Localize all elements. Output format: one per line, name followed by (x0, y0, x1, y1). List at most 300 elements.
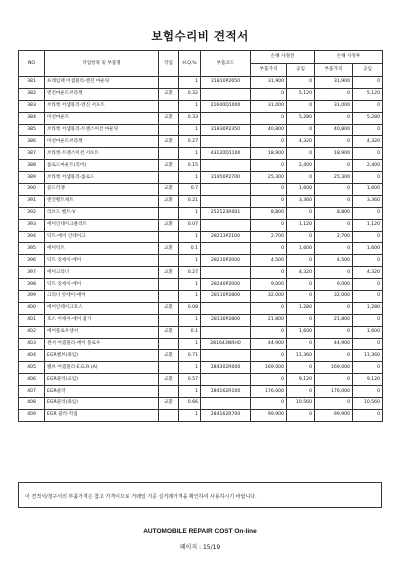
row-no: 395 (19, 243, 45, 255)
row-part-code (201, 350, 251, 362)
row-before-part-price: 0 (251, 195, 287, 207)
row-before-labor: 3,360 (287, 195, 315, 207)
row-item: 브라켓 어셈블리-트랜스미션 마운팅 (45, 124, 159, 136)
row-before-part-price: 31,000 (251, 100, 287, 112)
table-row (19, 326, 383, 338)
row-after-labor: 9,120 (353, 374, 383, 386)
row-work: 교환 (159, 195, 179, 207)
row-part-code: 21950P2700 (201, 172, 251, 184)
row-hq: 0.15 (179, 160, 201, 172)
row-no: 409 (19, 409, 45, 421)
row-before-part-price: 32,000 (251, 291, 287, 303)
row-after-part-price: 0 (315, 302, 353, 314)
row-before-labor: 5,280 (287, 112, 315, 124)
row-after-labor: 1,600 (353, 184, 383, 196)
row-no: 381 (19, 77, 45, 89)
row-after-part-price: 0 (315, 350, 353, 362)
row-after-part-price: 176,000 (315, 386, 353, 398)
row-no: 402 (19, 326, 45, 338)
row-after-part-price: 31,900 (315, 77, 353, 89)
row-hq: 0.07 (179, 219, 201, 231)
row-no: 388 (19, 160, 45, 172)
row-work: 교환 (159, 374, 179, 386)
row-before-labor: 1,280 (287, 302, 315, 314)
row-after-part-price: 31,000 (315, 100, 353, 112)
row-item: 덕트-에어 인테이크 (45, 231, 159, 243)
header-hq: H.Q.% (179, 51, 201, 77)
table-row (19, 124, 383, 136)
table-row (19, 255, 383, 267)
row-item: 미션마운트 (45, 112, 159, 124)
row-part-code: 21830P2350 (201, 124, 251, 136)
row-hq: 0.66 (179, 398, 201, 410)
row-item: EGR 쿨러-직접 (45, 409, 159, 421)
row-hq: 1 (179, 77, 201, 89)
row-part-code: 28210P2000 (201, 255, 251, 267)
table-row (19, 148, 383, 160)
row-part-code: 28130P2800 (201, 314, 251, 326)
row-before-part-price: 9,000 (251, 279, 287, 291)
row-before-labor: 4,320 (287, 136, 315, 148)
row-after-labor: 0 (353, 409, 383, 421)
row-after-part-price: 169,000 (315, 362, 353, 374)
row-work (159, 386, 179, 398)
table-row (19, 267, 383, 279)
row-before-part-price: 0 (251, 326, 287, 338)
row-before-labor: 0 (287, 172, 315, 184)
row-work: 교환 (159, 398, 179, 410)
row-before-labor: 0 (287, 362, 315, 374)
row-before-part-price: 0 (251, 302, 287, 314)
row-before-part-price: 0 (251, 184, 287, 196)
row-hq: 1 (179, 291, 201, 303)
row-hq: 1 (179, 279, 201, 291)
row-work (159, 362, 179, 374)
row-item: 크리너 앗세이-에어 (45, 291, 159, 303)
row-no: 397 (19, 267, 45, 279)
table-row (19, 374, 383, 386)
row-after-labor: 0 (353, 124, 383, 136)
row-hq: 0.27 (179, 267, 201, 279)
estimate-table (18, 50, 383, 422)
row-part-code (201, 136, 251, 148)
row-part-code (201, 302, 251, 314)
row-after-part-price: 2,700 (315, 231, 353, 243)
footer-brand: AUTOMOBILE REPAIR COST On-line (143, 528, 257, 535)
row-part-code (201, 195, 251, 207)
row-item: 엔진마운트브라켓 (45, 88, 159, 100)
row-work: 교환 (159, 243, 179, 255)
row-part-code (201, 243, 251, 255)
row-part-code (201, 184, 251, 196)
row-work (159, 77, 179, 89)
table-row (19, 314, 383, 326)
header-after-group: 손해 사정후 (315, 51, 383, 64)
row-before-labor: 1,120 (287, 219, 315, 231)
row-part-code (201, 326, 251, 338)
row-item: 에어크리너 (45, 267, 159, 279)
row-work: 교환 (159, 326, 179, 338)
table-row (19, 207, 383, 219)
row-item: 롤로드마운트(리어) (45, 160, 159, 172)
header-before-group: 손해 사정전 (251, 51, 315, 64)
table-row (19, 172, 383, 184)
row-work: 교환 (159, 350, 179, 362)
row-before-part-price: 40,800 (251, 124, 287, 136)
page-number: 페이지 : 15/19 (179, 544, 221, 551)
row-no: 405 (19, 362, 45, 374)
row-after-labor: 1,120 (353, 219, 383, 231)
row-after-part-price: 0 (315, 243, 353, 255)
row-after-labor: 0 (353, 255, 383, 267)
row-after-labor: 0 (353, 207, 383, 219)
row-hq: 0.27 (179, 136, 201, 148)
row-after-part-price: 21,800 (315, 314, 353, 326)
row-item: EGR쿨러(좌임) (45, 398, 159, 410)
row-after-part-price: 40,800 (315, 124, 353, 136)
row-no: 383 (19, 100, 45, 112)
row-before-labor: 5,120 (287, 88, 315, 100)
row-part-code: 281643NRH0 (201, 338, 251, 350)
row-after-part-price: 0 (315, 195, 353, 207)
row-after-part-price: 0 (315, 219, 353, 231)
row-no: 384 (19, 112, 45, 124)
row-before-labor: 0 (287, 207, 315, 219)
row-no: 401 (19, 314, 45, 326)
header-part-code: 부품코드 (201, 51, 251, 77)
row-no: 407 (19, 386, 45, 398)
row-after-part-price: 44,900 (315, 338, 353, 350)
table-row (19, 88, 383, 100)
header-item: 작업항목 및 부품명 (45, 51, 159, 77)
row-after-labor: 0 (353, 148, 383, 160)
row-before-part-price: 0 (251, 112, 287, 124)
row-work: 교환 (159, 136, 179, 148)
row-item: EGR밸브(좌임) (45, 350, 159, 362)
row-before-labor: 0 (287, 409, 315, 421)
row-before-part-price: 0 (251, 267, 287, 279)
row-after-labor: 10,560 (353, 398, 383, 410)
row-before-part-price: 4,500 (251, 255, 287, 267)
table-row (19, 112, 383, 124)
table-row (19, 386, 383, 398)
row-hq: 1 (179, 124, 201, 136)
row-before-labor: 9,120 (287, 374, 315, 386)
row-no: 393 (19, 219, 45, 231)
row-part-code (201, 398, 251, 410)
row-no: 394 (19, 231, 45, 243)
document-title: 보험수리비 견적서 (151, 29, 249, 43)
row-part-code: 43120D1100 (201, 148, 251, 160)
row-part-code: 21810P2650 (201, 77, 251, 89)
row-before-labor: 0 (287, 231, 315, 243)
row-after-labor: 1,600 (353, 326, 383, 338)
row-after-labor: 5,280 (353, 112, 383, 124)
row-before-part-price: 18,900 (251, 148, 287, 160)
table-row (19, 219, 383, 231)
row-item: 에어덕트 (45, 243, 159, 255)
table-row (19, 195, 383, 207)
row-part-code (201, 88, 251, 100)
row-after-labor: 0 (353, 172, 383, 184)
row-item: 프레임랙 어셈블리-엔진 마운팅 (45, 77, 159, 89)
row-hq: 1 (179, 314, 201, 326)
row-after-part-price: 4,500 (315, 255, 353, 267)
row-no: 382 (19, 88, 45, 100)
row-before-part-price: 0 (251, 374, 287, 386)
row-before-part-price: 0 (251, 136, 287, 148)
table-row (19, 136, 383, 148)
table-body (19, 77, 383, 422)
row-no: 404 (19, 350, 45, 362)
row-part-code: 28213P2100 (201, 231, 251, 243)
row-before-labor: 0 (287, 279, 315, 291)
header-before-part-price: 부품가격 (251, 64, 287, 77)
row-hq: 0.32 (179, 88, 201, 100)
row-before-part-price: 0 (251, 160, 287, 172)
row-part-code (201, 160, 251, 172)
row-item: 브라켓-트랜스미션 서포트 (45, 148, 159, 160)
row-after-labor: 0 (353, 291, 383, 303)
row-item: 센서 어셈블리-에어 플로우 (45, 338, 159, 350)
row-no: 396 (19, 255, 45, 267)
row-before-part-price: 0 (251, 88, 287, 100)
row-item: EGR쿨러(교임) (45, 374, 159, 386)
table-row (19, 77, 383, 89)
row-work: 교환 (159, 184, 179, 196)
row-no: 390 (19, 184, 45, 196)
row-hq: 0.08 (179, 302, 201, 314)
row-after-labor: 0 (353, 77, 383, 89)
row-part-code: 284302R000 (201, 362, 251, 374)
row-before-part-price: 0 (251, 350, 287, 362)
row-work (159, 124, 179, 136)
row-item: 덕트 앗세이-에어 (45, 255, 159, 267)
row-hq: 0.33 (179, 112, 201, 124)
row-before-part-price: 21,800 (251, 314, 287, 326)
row-before-labor: 2,400 (287, 160, 315, 172)
header-after-part-price: 부품가격 (315, 64, 353, 77)
row-work (159, 279, 179, 291)
row-hq: 1 (179, 148, 201, 160)
row-before-labor: 10,560 (287, 398, 315, 410)
row-hq: 1 (179, 386, 201, 398)
row-before-part-price: 8,800 (251, 207, 287, 219)
row-work (159, 207, 179, 219)
table-row (19, 350, 383, 362)
row-work: 교환 (159, 302, 179, 314)
row-work (159, 148, 179, 160)
table-row (19, 398, 383, 410)
row-after-labor: 0 (353, 231, 383, 243)
row-hq: 0.1 (179, 243, 201, 255)
row-before-labor: 0 (287, 314, 315, 326)
row-item: 엔진벨트세트 (45, 195, 159, 207)
row-item: 에어인테이크호스 (45, 302, 159, 314)
row-work (159, 231, 179, 243)
row-after-part-price: 0 (315, 160, 353, 172)
row-hq: 1 (179, 207, 201, 219)
row-no: 400 (19, 302, 45, 314)
row-before-labor: 1,600 (287, 184, 315, 196)
row-item: 에어인테이크클리트 (45, 219, 159, 231)
row-no: 403 (19, 338, 45, 350)
row-before-labor: 0 (287, 291, 315, 303)
row-hq: 0.7 (179, 184, 201, 196)
row-hq: 0.57 (179, 374, 201, 386)
row-no: 385 (19, 124, 45, 136)
row-after-part-price: 32,000 (315, 291, 353, 303)
row-after-labor: 5,120 (353, 88, 383, 100)
row-after-part-price: 0 (315, 136, 353, 148)
row-after-part-price: 25,300 (315, 172, 353, 184)
row-part-code (201, 374, 251, 386)
row-no: 386 (19, 136, 45, 148)
row-hq: 1 (179, 100, 201, 112)
row-before-part-price: 31,900 (251, 77, 287, 89)
row-item: 리브드 벨트-V (45, 207, 159, 219)
row-work (159, 255, 179, 267)
table-row (19, 184, 383, 196)
row-part-code: 284162R700 (201, 409, 251, 421)
row-before-labor: 4,320 (287, 267, 315, 279)
table-row (19, 291, 383, 303)
row-after-part-price: 9,000 (315, 279, 353, 291)
row-item: 밸브 어셈블리-E.G.R (A) (45, 362, 159, 374)
row-item: 브라켓 어셈블리-엔진 서포트 (45, 100, 159, 112)
row-hq: 1 (179, 338, 201, 350)
row-hq: 0.1 (179, 326, 201, 338)
row-before-labor: 0 (287, 124, 315, 136)
row-item: EGR쿨러 (45, 386, 159, 398)
row-item: 에어플로우센서 (45, 326, 159, 338)
row-before-part-price: 176,000 (251, 386, 287, 398)
row-after-labor: 1,280 (353, 302, 383, 314)
row-no: 406 (19, 374, 45, 386)
row-after-part-price: 18,900 (315, 148, 353, 160)
row-after-part-price: 0 (315, 112, 353, 124)
table-row (19, 160, 383, 172)
row-after-labor: 0 (353, 338, 383, 350)
row-part-code: 284162R100 (201, 386, 251, 398)
row-after-labor: 1,600 (353, 243, 383, 255)
table-row (19, 338, 383, 350)
row-after-part-price: 0 (315, 267, 353, 279)
row-after-labor: 11,360 (353, 350, 383, 362)
row-before-labor: 0 (287, 255, 315, 267)
row-before-labor: 0 (287, 386, 315, 398)
row-before-labor: 1,600 (287, 243, 315, 255)
row-before-part-price: 169,000 (251, 362, 287, 374)
row-after-labor: 4,320 (353, 136, 383, 148)
row-before-part-price: 99,900 (251, 409, 287, 421)
row-hq: 1 (179, 362, 201, 374)
row-after-labor: 0 (353, 386, 383, 398)
row-work (159, 291, 179, 303)
row-work: 교환 (159, 219, 179, 231)
row-after-labor: 0 (353, 314, 383, 326)
row-after-labor: 0 (353, 362, 383, 374)
row-part-code (201, 219, 251, 231)
row-before-part-price: 0 (251, 243, 287, 255)
row-before-part-price: 0 (251, 398, 287, 410)
header-after-labor: 공임 (353, 64, 383, 77)
row-hq: 1 (179, 231, 201, 243)
row-hq: 0.71 (179, 350, 201, 362)
table-row (19, 302, 383, 314)
row-before-labor: 11,360 (287, 350, 315, 362)
row-part-code: 28110P2800 (201, 291, 251, 303)
row-item: 콜드러쟁 (45, 184, 159, 196)
row-after-part-price: 0 (315, 88, 353, 100)
row-work: 교환 (159, 267, 179, 279)
row-no: 387 (19, 148, 45, 160)
row-hq: 1 (179, 172, 201, 184)
row-before-part-price: 0 (251, 219, 287, 231)
row-after-labor: 2,400 (353, 160, 383, 172)
row-work (159, 314, 179, 326)
row-no: 398 (19, 279, 45, 291)
row-no: 399 (19, 291, 45, 303)
row-no: 389 (19, 172, 45, 184)
table-row (19, 409, 383, 421)
row-before-labor: 1,600 (287, 326, 315, 338)
row-hq: 0.21 (179, 195, 201, 207)
row-before-part-price: 44,900 (251, 338, 287, 350)
row-before-labor: 0 (287, 338, 315, 350)
disclaimer-note: 이 견적서/청구서의 부품가격은 참고 가격이므로 거래일 기준 실거래가격을 확인하여 사용하시기 바랍니다. (18, 482, 382, 508)
header-before-labor: 공임 (287, 64, 315, 77)
table-row (19, 279, 383, 291)
row-after-labor: 4,320 (353, 267, 383, 279)
row-before-labor: 0 (287, 77, 315, 89)
row-work (159, 100, 179, 112)
row-no: 391 (19, 195, 45, 207)
header-work: 작업 (159, 51, 179, 77)
row-part-code (201, 267, 251, 279)
row-part-code: 252123R001 (201, 207, 251, 219)
row-hq: 1 (179, 409, 201, 421)
row-after-part-price: 0 (315, 326, 353, 338)
row-part-code: 21600D1000 (201, 100, 251, 112)
row-work: 교환 (159, 88, 179, 100)
row-item: 브라켓 어셈블리-롤로드 (45, 172, 159, 184)
row-part-code: 28240P2000 (201, 279, 251, 291)
row-work (159, 338, 179, 350)
row-work (159, 409, 179, 421)
row-item: 호스 어세이-에어 흡기 (45, 314, 159, 326)
header-no: NO (19, 51, 45, 77)
row-item: 덕트 앗세이-에어 (45, 279, 159, 291)
row-work (159, 172, 179, 184)
row-no: 408 (19, 398, 45, 410)
table-row (19, 231, 383, 243)
row-work: 교환 (159, 160, 179, 172)
row-after-labor: 0 (353, 100, 383, 112)
row-before-part-price: 25,300 (251, 172, 287, 184)
row-after-part-price: 0 (315, 398, 353, 410)
table-row (19, 100, 383, 112)
row-after-part-price: 8,800 (315, 207, 353, 219)
row-after-part-price: 99,900 (315, 409, 353, 421)
row-before-labor: 0 (287, 100, 315, 112)
row-after-part-price: 0 (315, 184, 353, 196)
row-hq: 1 (179, 255, 201, 267)
row-work: 교환 (159, 112, 179, 124)
row-no: 392 (19, 207, 45, 219)
row-item: 미션마운트브라켓 (45, 136, 159, 148)
row-before-part-price: 2,700 (251, 231, 287, 243)
